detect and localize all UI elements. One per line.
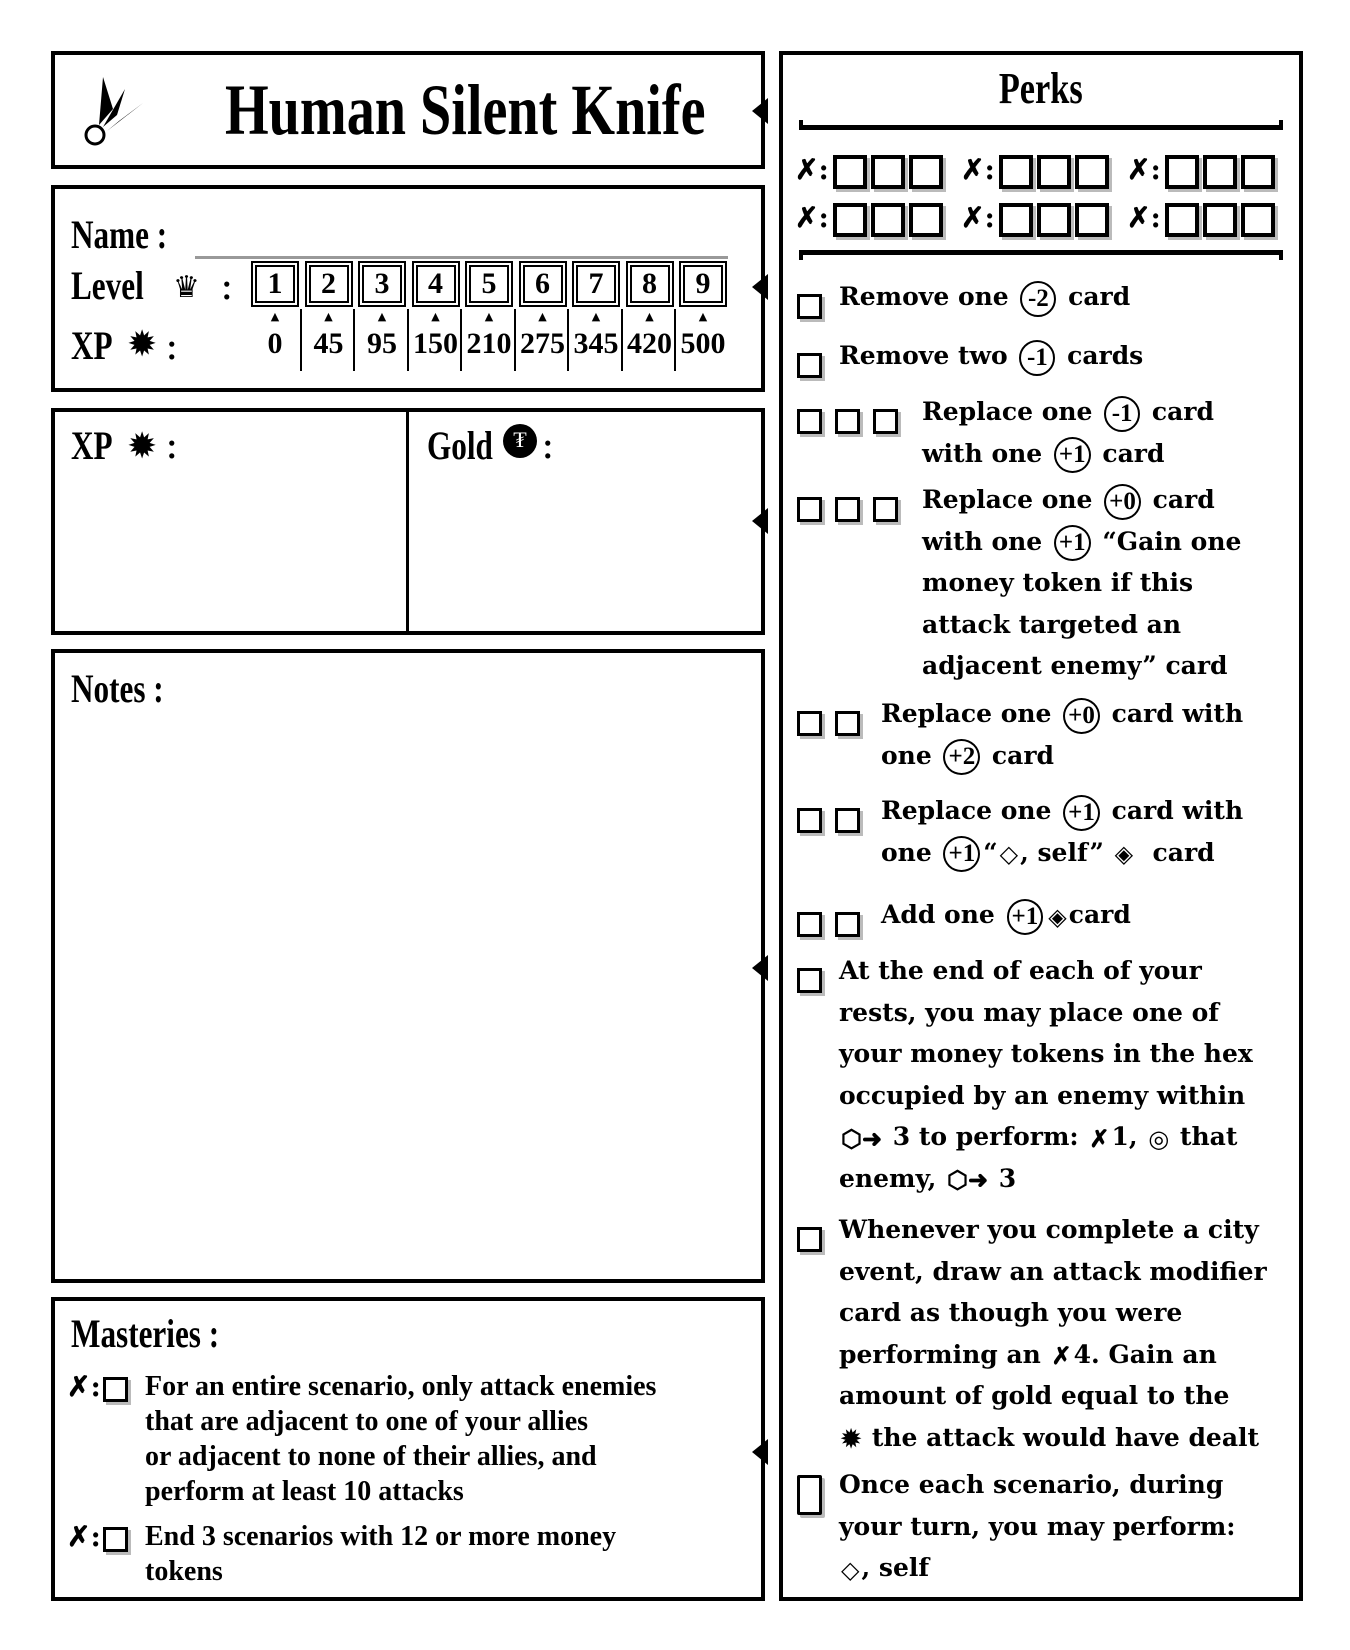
perk-text-segment: Remove two [839,341,1017,370]
perk-text [922,479,1241,687]
xp-threshold: 150 [413,327,458,360]
perk-line [839,1033,1253,1075]
damage-icon: ✹ [841,1424,862,1453]
mastery-line: or adjacent to none of their allies, and [145,1441,597,1472]
perk-line [881,894,1131,936]
perk-line [839,1116,1253,1158]
perk-checkbox[interactable] [797,1227,822,1252]
check-mark-icon: ✗: [67,1520,101,1553]
perk-check-box[interactable] [1241,155,1275,189]
character-info-panel [51,185,765,392]
perk-line [922,433,1214,475]
mastery-item [67,1369,657,1507]
name-label: Name : [71,212,168,257]
modifier-card-icon: -1 [1019,340,1055,376]
perks-panel [779,51,1303,1601]
gold-field[interactable] [417,478,747,623]
mastery-checkbox[interactable] [103,1527,128,1552]
perk-text-segment: your money tokens in the hex [839,1039,1253,1068]
mastery-item [67,1519,617,1587]
perk-line [839,1547,1236,1589]
perk-check-group [1127,153,1275,189]
perk-line [839,1158,1253,1200]
perk-text-segment: performing an [839,1339,1050,1369]
target-icon: ◎ [1148,1123,1170,1153]
perk-text-segment: Add one [881,900,1004,929]
level-box-5[interactable]: 5 [469,265,509,303]
masteries-panel [51,1297,765,1601]
arrow-up-icon: ▲ [698,310,708,323]
burst-icon: ✹ [127,324,158,365]
divider [674,309,676,371]
perk-text-segment: card [983,740,1054,770]
pierce-icon: ◈ [1048,901,1067,931]
perk-text-segment: , self” [1020,837,1113,867]
perk-text-segment: event, draw an attack modifier [839,1256,1267,1286]
invisible-icon: ◇ [841,1554,860,1584]
divider [353,309,355,371]
level-box-8[interactable]: 8 [630,265,670,303]
range-icon: ⬡➜ [946,1165,989,1194]
mastery-line: perform at least 10 attacks [145,1476,464,1507]
perk-text-segment: occupied by an enemy within [839,1080,1246,1110]
modifier-card-icon: +1 [1054,437,1091,473]
mastery-line: For an entire scenario, only attack enemies [145,1371,657,1402]
perk-text-segment: with one [922,526,1051,556]
perk-text-segment: card [1093,438,1165,468]
xp-threshold: 95 [367,327,397,360]
perk-text-segment: At the end of each of your [839,956,1202,985]
xp-threshold: 345 [573,327,619,360]
perk-text-segment: 1, [1111,1122,1147,1151]
level-box-4[interactable]: 4 [416,265,456,303]
mastery-line: that are adjacent to one of your allies [145,1406,589,1437]
perk-checkbox[interactable] [835,711,860,736]
perk-line [839,276,1130,318]
notch-icon [752,508,768,534]
perk-text-segment: money token if this [922,568,1194,597]
xp-threshold: 0 [267,327,283,360]
divider [799,250,1283,260]
divider [406,412,409,632]
modifier-card-icon: +1 [943,836,980,872]
perk-text [839,276,1130,318]
arrow-up-icon: ▲ [645,310,654,323]
perk-check-box[interactable] [833,203,867,237]
perk-text-segment: 3 [990,1163,1017,1193]
perk-checkbox[interactable] [797,912,822,937]
perk-text [881,894,1131,936]
divider [621,309,623,371]
masteries-label: Masteries : [71,1311,220,1356]
arrow-up-icon: ▲ [431,310,440,323]
perk-check-group [1127,201,1275,237]
perk-check-box[interactable] [1203,203,1237,237]
perk-text-segment: , self [861,1553,930,1582]
perk-line [839,1292,1267,1334]
arrow-up-icon: ▲ [591,310,601,323]
modifier-card-icon: +0 [1104,484,1141,520]
perk-line [922,645,1241,687]
perk-line [839,1417,1267,1459]
perk-checkboxes [797,399,911,441]
perk-checkbox[interactable] [797,409,822,434]
perk-check-group [961,153,1109,189]
perk-check-box[interactable] [871,203,905,237]
perk-text-segment: card with [1102,796,1244,825]
perk-text-segment: the attack would have dealt [863,1422,1260,1452]
xp-tracker-colon: : [165,422,179,468]
perk-line [881,790,1243,832]
perk-text-segment: card [1143,397,1214,426]
perk-check-box[interactable] [1037,155,1071,189]
modifier-card-icon: +0 [1063,698,1100,734]
perk-line [922,562,1241,604]
perk-line [881,832,1243,874]
level-box-7[interactable]: 7 [576,265,616,303]
perk-checkbox[interactable] [797,294,822,319]
check-mark-icon: ✗: [795,153,829,186]
perk-check-box[interactable] [1165,203,1199,237]
perk-text [839,1209,1267,1458]
perk-text-segment: one [881,740,941,770]
arrow-up-icon: ▲ [324,310,333,323]
perk-check-box[interactable] [909,203,943,237]
perk-line [922,479,1241,521]
perk-text-segment: card with [1102,699,1244,728]
perk-text-segment: card [1068,900,1131,929]
invisible-icon: ◇ [999,839,1019,868]
perk-checkbox[interactable] [797,1475,822,1515]
perk-check-box[interactable] [1075,155,1109,189]
perk-line [839,1334,1267,1376]
coin-icon: ₮ [503,424,537,458]
perk-checkbox[interactable] [797,353,822,378]
modifier-card-icon: +2 [943,739,980,775]
perk-text-segment: adjacent enemy” card [922,651,1228,680]
perk-text-segment: 4. Gain an [1073,1339,1217,1369]
perk-text-segment: Remove one [839,282,1018,311]
xp-threshold: 420 [627,327,672,360]
perk-checkboxes [797,1217,835,1259]
perk-checkbox[interactable] [835,808,860,833]
mastery-line: End 3 scenarios with 12 or more money [145,1521,617,1552]
perk-text-segment: amount of gold equal to the [839,1381,1230,1410]
name-input[interactable] [195,255,728,259]
divider [567,309,569,371]
xp-tracker-field[interactable] [63,478,393,623]
mastery-text [145,1369,656,1509]
modifier-card-icon: -1 [1104,396,1140,432]
perk-check-box[interactable] [1037,203,1071,237]
arrow-up-icon: ▲ [377,310,387,323]
perk-line [881,735,1243,777]
perk-line [839,1209,1267,1251]
perk-text-segment: Replace one [922,485,1102,514]
perk-text-segment: card [1135,837,1215,867]
crown-icon: ♛ [173,270,200,305]
perk-checkboxes [797,798,873,840]
divider [799,120,1283,130]
perk-checkboxes [797,487,911,529]
title-panel [51,51,765,169]
perk-text-segment: 3 to perform: [884,1122,1088,1151]
perks-title: Perks [999,64,1083,113]
notes-label: Notes : [71,666,164,711]
check-mark-icon: ✗: [67,1370,101,1403]
perk-check-box[interactable] [833,155,867,189]
perk-check-group [795,201,943,237]
mastery-checkbox[interactable] [103,1377,128,1402]
level-colon: : [220,263,234,309]
throwing-knives-icon [73,69,145,149]
check-mark-icon: ✗: [1127,153,1161,186]
class-title: Human Silent Knife [225,70,706,150]
attack-icon: ✗ [1051,1341,1072,1370]
tracker-panel [51,408,765,635]
perk-line [839,1375,1267,1417]
level-box-2[interactable]: 2 [309,265,349,303]
perk-check-group [795,153,943,189]
xp-label: XP [71,323,113,368]
perk-check-box[interactable] [999,155,1033,189]
perk-text [839,950,1253,1199]
divider [460,309,462,371]
perk-text [881,693,1243,776]
perk-text-segment: card as though you were [839,1298,1183,1327]
perk-line [839,1506,1236,1548]
perk-text-segment: Once each scenario, during [839,1470,1224,1499]
gold-colon: : [541,422,555,468]
perk-text-segment: Whenever you complete a city [839,1215,1259,1244]
perk-text-segment: with one [922,438,1051,468]
check-mark-icon: ✗: [795,201,829,234]
modifier-card-icon: +1 [1007,899,1044,935]
perk-text [839,1464,1236,1589]
gold-label: Gold [427,423,493,468]
notch-icon [752,955,768,981]
arrow-up-icon: ▲ [270,310,280,323]
perk-check-box[interactable] [1075,203,1109,237]
perk-text-segment: card [1143,485,1215,514]
burst-icon: ✹ [127,426,158,467]
perk-text-segment: cards [1058,341,1144,370]
modifier-card-icon: +1 [1063,795,1100,831]
perk-check-box[interactable] [1203,155,1237,189]
attack-icon: ✗ [1089,1123,1110,1153]
perk-checkbox[interactable] [835,497,860,522]
rotate-icon: ◈ [1114,839,1134,868]
xp-threshold: 275 [520,327,565,360]
perk-line [922,604,1241,646]
mastery-text [145,1519,616,1589]
perk-line [839,950,1253,992]
perk-check-box[interactable] [871,155,905,189]
notes-panel [51,649,765,1283]
perk-check-box[interactable] [999,203,1033,237]
perk-text-segment: enemy, [839,1163,945,1193]
notch-icon [752,1439,768,1465]
perk-check-box[interactable] [909,155,943,189]
perk-text-segment: Replace one [881,796,1061,825]
divider [514,309,516,371]
perk-check-group [961,201,1109,237]
perk-text [881,790,1243,873]
range-icon: ⬡➜ [841,1123,883,1153]
perk-text [839,335,1143,377]
xp-threshold: 45 [313,327,344,360]
perk-text-segment: Replace one [922,397,1102,426]
perk-check-box[interactable] [1165,155,1199,189]
divider [300,309,302,371]
mastery-line: tokens [145,1556,223,1587]
modifier-card-icon: -2 [1020,281,1056,317]
notes-field[interactable] [63,729,753,1273]
perk-line [839,992,1253,1034]
perk-line [839,335,1143,377]
level-box-6[interactable]: 6 [523,265,563,303]
perk-checkbox[interactable] [797,497,822,522]
notch-icon [752,274,768,300]
perk-checkboxes [797,284,835,326]
perk-checkboxes [797,1472,835,1515]
perk-checkboxes [797,902,873,944]
perk-text-segment: your turn, you may perform: [839,1511,1236,1541]
perk-checkbox[interactable] [873,497,898,522]
check-mark-icon: ✗: [961,153,995,186]
perk-text-segment: “ [983,837,998,867]
level-box-3[interactable]: 3 [362,265,402,303]
perk-checkbox[interactable] [797,968,822,993]
perk-checkbox[interactable] [835,409,860,434]
perk-text-segment: attack targeted an [922,609,1182,639]
perk-checkbox[interactable] [873,409,898,434]
perk-check-box[interactable] [1241,203,1275,237]
arrow-up-icon: ▲ [484,310,494,323]
perk-checkboxes [797,701,873,743]
notch-icon [752,98,768,124]
level-label: Level [71,263,144,308]
perk-text-segment: one [881,837,941,867]
xp-colon: : [165,323,179,369]
check-mark-icon: ✗: [961,201,995,234]
perk-line [922,391,1214,433]
perk-checkbox[interactable] [797,808,822,833]
xp-threshold: 500 [680,327,726,360]
perk-checkboxes [797,343,835,385]
perk-checkbox[interactable] [797,711,822,736]
perk-line [839,1464,1236,1506]
perk-text-segment: Replace one [881,699,1061,728]
check-mark-icon: ✗: [1127,201,1161,234]
perk-text-segment: rests, you may place one of [839,997,1220,1027]
xp-tracker-label: XP [71,423,113,468]
xp-threshold: 210 [466,327,512,360]
perk-line [839,1075,1253,1117]
perk-text-segment: card [1059,282,1131,311]
divider [407,309,409,371]
perk-checkbox[interactable] [835,912,860,937]
perk-line [881,693,1243,735]
perk-text [922,391,1214,474]
perk-text-segment: “Gain one [1093,526,1242,556]
level-box-9[interactable]: 9 [683,265,723,303]
perk-checkboxes [797,958,835,1000]
perk-text-segment: that [1171,1122,1238,1151]
modifier-card-icon: +1 [1054,525,1091,561]
perk-line [839,1251,1267,1293]
level-box-1[interactable]: 1 [255,265,295,303]
perk-line [922,521,1241,563]
arrow-up-icon: ▲ [538,310,547,323]
